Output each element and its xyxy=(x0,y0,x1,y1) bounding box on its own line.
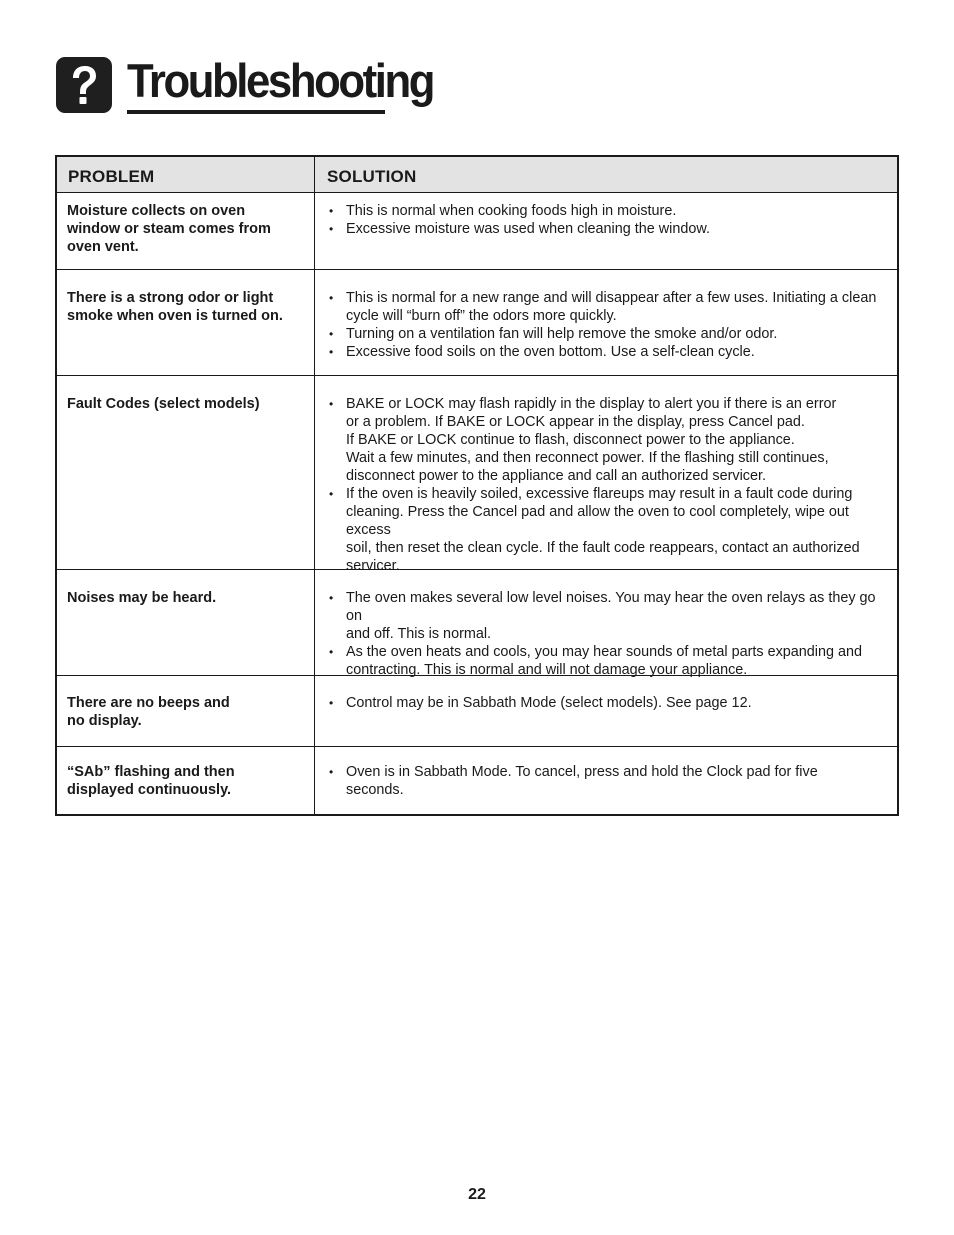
table-row xyxy=(57,746,897,814)
solution-list xyxy=(315,270,897,361)
solution-item: • If the oven is heavily soiled, excessive flareups may result in a fault code during cleaning. Press the Cancel pad and allow the oven to cool completely, wipe out excess soil, then reset the clean cycle. If the fault code reappears, contact an authorized servicer. xyxy=(329,485,891,575)
solution-list xyxy=(315,676,897,712)
solution-item: • As the oven heats and cools, you may hear sounds of metal parts expanding and contracting. This is normal and will not damage your appliance. xyxy=(329,643,891,679)
solution-item: • Turning on a ventilation fan will help remove the smoke and/or odor. xyxy=(329,325,891,343)
problem-text: There are no beeps and no display. xyxy=(67,695,230,729)
problem-text: Moisture collects on oven window or steam comes from oven vent. xyxy=(67,203,271,255)
solution-list xyxy=(315,747,897,799)
solution-item: • Control may be in Sabbath Mode (select models). See page 12. xyxy=(329,694,891,712)
question-mark-icon xyxy=(56,57,112,113)
title-block xyxy=(127,55,456,107)
table-row xyxy=(57,269,897,375)
solution-item: • The oven makes several low level noises. You may hear the oven relays as they go on and off. This is normal. xyxy=(329,589,891,643)
title-underline xyxy=(127,110,385,114)
column-header-problem: PROBLEM xyxy=(57,157,315,192)
page-title: Troubleshooting xyxy=(127,54,434,107)
page-number: 22 xyxy=(468,1186,486,1203)
solution-item: • This is normal when cooking foods high in moisture. xyxy=(329,202,891,220)
problem-text: There is a strong odor or light smoke when oven is turned on. xyxy=(67,290,283,324)
table-row xyxy=(57,569,897,678)
solution-list xyxy=(315,193,897,238)
problem-text: Noises may be heard. xyxy=(67,590,217,606)
table-row xyxy=(57,375,897,574)
solution-list xyxy=(315,376,897,575)
table-row xyxy=(57,193,897,269)
problem-text: “SAb” flashing and then displayed continuously. xyxy=(67,764,235,798)
column-header-solution: SOLUTION xyxy=(327,167,417,186)
solution-list xyxy=(315,570,897,679)
troubleshooting-table xyxy=(55,155,899,816)
solution-item: • Excessive food soils on the oven bottom. Use a self-clean cycle. xyxy=(329,343,891,361)
table-row xyxy=(57,675,897,746)
solution-item: • BAKE or LOCK may flash rapidly in the display to alert you if there is an error or a problem. If BAKE or LOCK appear in the display, press Cancel pad. If BAKE or LOCK continue to flash, disconnect power to the appliance. Wait a few minutes, and then reconnect power. If the flashing still continues, disconnect power to the appliance and call an authorized servicer. xyxy=(329,395,891,485)
table-header-row xyxy=(57,157,897,193)
solution-item: • This is normal for a new range and will disappear after a few uses. Initiating a clean cycle will “burn off” the odors more quickly. xyxy=(329,289,891,325)
solution-item: • Oven is in Sabbath Mode. To cancel, press and hold the Clock pad for five seconds. xyxy=(329,763,891,799)
solution-item: • Excessive moisture was used when cleaning the window. xyxy=(329,220,891,238)
problem-text: Fault Codes (select models) xyxy=(67,396,260,412)
